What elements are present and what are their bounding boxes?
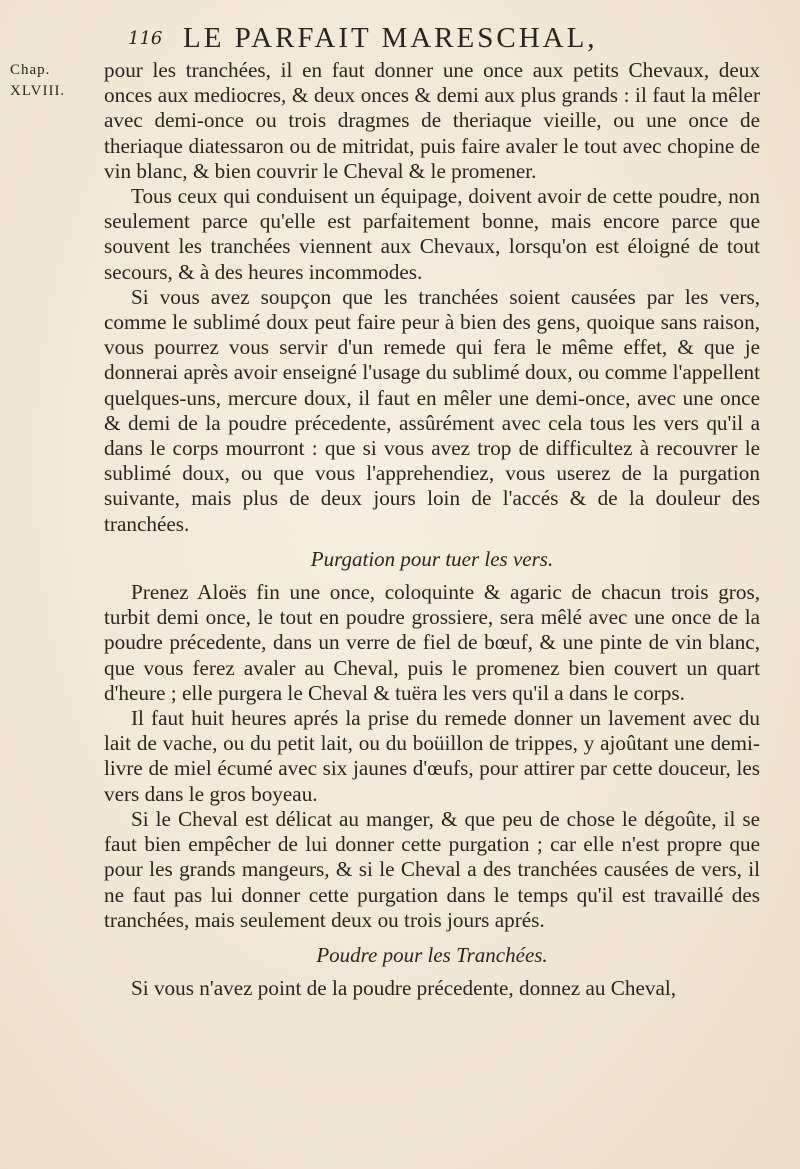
- paragraph: Tous ceux qui conduisent un équipage, doivent avoir de cette poudre, non seulement parce qu'elle est parfaitement bonne, mais encore parce que souvent les tranchées viennent aux Chevaux, lorsqu'on est éloigné de tout secours, & à des heures incommodes.: [104, 184, 760, 284]
- paragraph: Si le Cheval est délicat au manger, & que peu de chose le dégoûte, il se faut bien empêcher de lui donner cette purgation ; car elle n'est propre que pour les grands mangeurs, & si le Cheval a des tranchées causées de vers, il ne faut pas lui donner cette purgation dans le temps qu'il est travaillé des tranchées, mais seulement deux ou trois jours aprés.: [104, 806, 760, 932]
- paragraph-continued: pour les tranchées, il en faut donner une once aux petits Chevaux, deux onces aux mediocres, & deux onces & demi aux plus grands : il faut la mêler avec demi-once ou trois dragmes de theriaque vieille, ou une once de theriaque diatessaron ou de mitridat, puis faire avaler le tout avec chopine de vin blanc, & bien couvrir le Cheval & le promener.: [104, 58, 760, 183]
- chapter-margin-note: [10, 60, 80, 102]
- page-header: [128, 18, 748, 58]
- paragraph: Il faut huit heures aprés la prise du remede donner un lavement avec du lait de vache, ou du petit lait, ou du boüillon de trippes, y ajoûtant une demi-livre de miel écumé avec six jaunes d'œufs, pour attirer par cette douceur, les vers dans le gros boyeau.: [104, 706, 760, 806]
- paragraph: Si vous avez soupçon que les tranchées soient causées par les vers, comme le sublimé doux peut faire peur à bien des gens, quoique sans raison, vous pourrez vous servir d'un remede qui fera le même effet, & que je donnerai après avoir enseigné l'usage du sublimé doux, ou comme l'appellent quelques-uns, mercure doux, il faut en mêler une demi-once, avec une once & demi de la poudre précedente, assûrément avec cela tous les vers qu'il a dans le corps mourront : que si vous avez trop de difficultez à recouvrer le sublimé doux, ou que vous l'apprehendiez, vous userez de la purgation suivante, mais plus de deux jours loin de l'accés & de la douleur des tranchées.: [104, 284, 760, 536]
- margin-chapter-number: XLVIII.: [10, 83, 66, 99]
- margin-chapter-label: Chap.: [10, 62, 51, 78]
- page-number: 116: [128, 28, 163, 49]
- section-heading-poudre: Poudre pour les Tranchées.: [316, 942, 548, 967]
- section-heading-purgation: Purgation pour tuer les vers.: [310, 546, 554, 571]
- paragraph: Si vous n'avez point de la poudre précedente, donnez au Cheval,: [131, 976, 677, 1001]
- paragraph: Prenez Aloës fin une once, coloquinte & agaric de chacun trois gros, turbit demi once, le tout en poudre grossiere, sera mêlé avec une once de la poudre précedente, dans un verre de fiel de bœuf, & une pinte de vin blanc, que vous ferez avaler au Cheval, puis le promenez bien couvert un quart d'heure ; elle purgera le Cheval & tuëra les vers qu'il a dans le corps.: [104, 580, 760, 705]
- running-title: LE PARFAIT MARESCHAL,: [183, 22, 598, 54]
- body-text: [104, 58, 760, 1001]
